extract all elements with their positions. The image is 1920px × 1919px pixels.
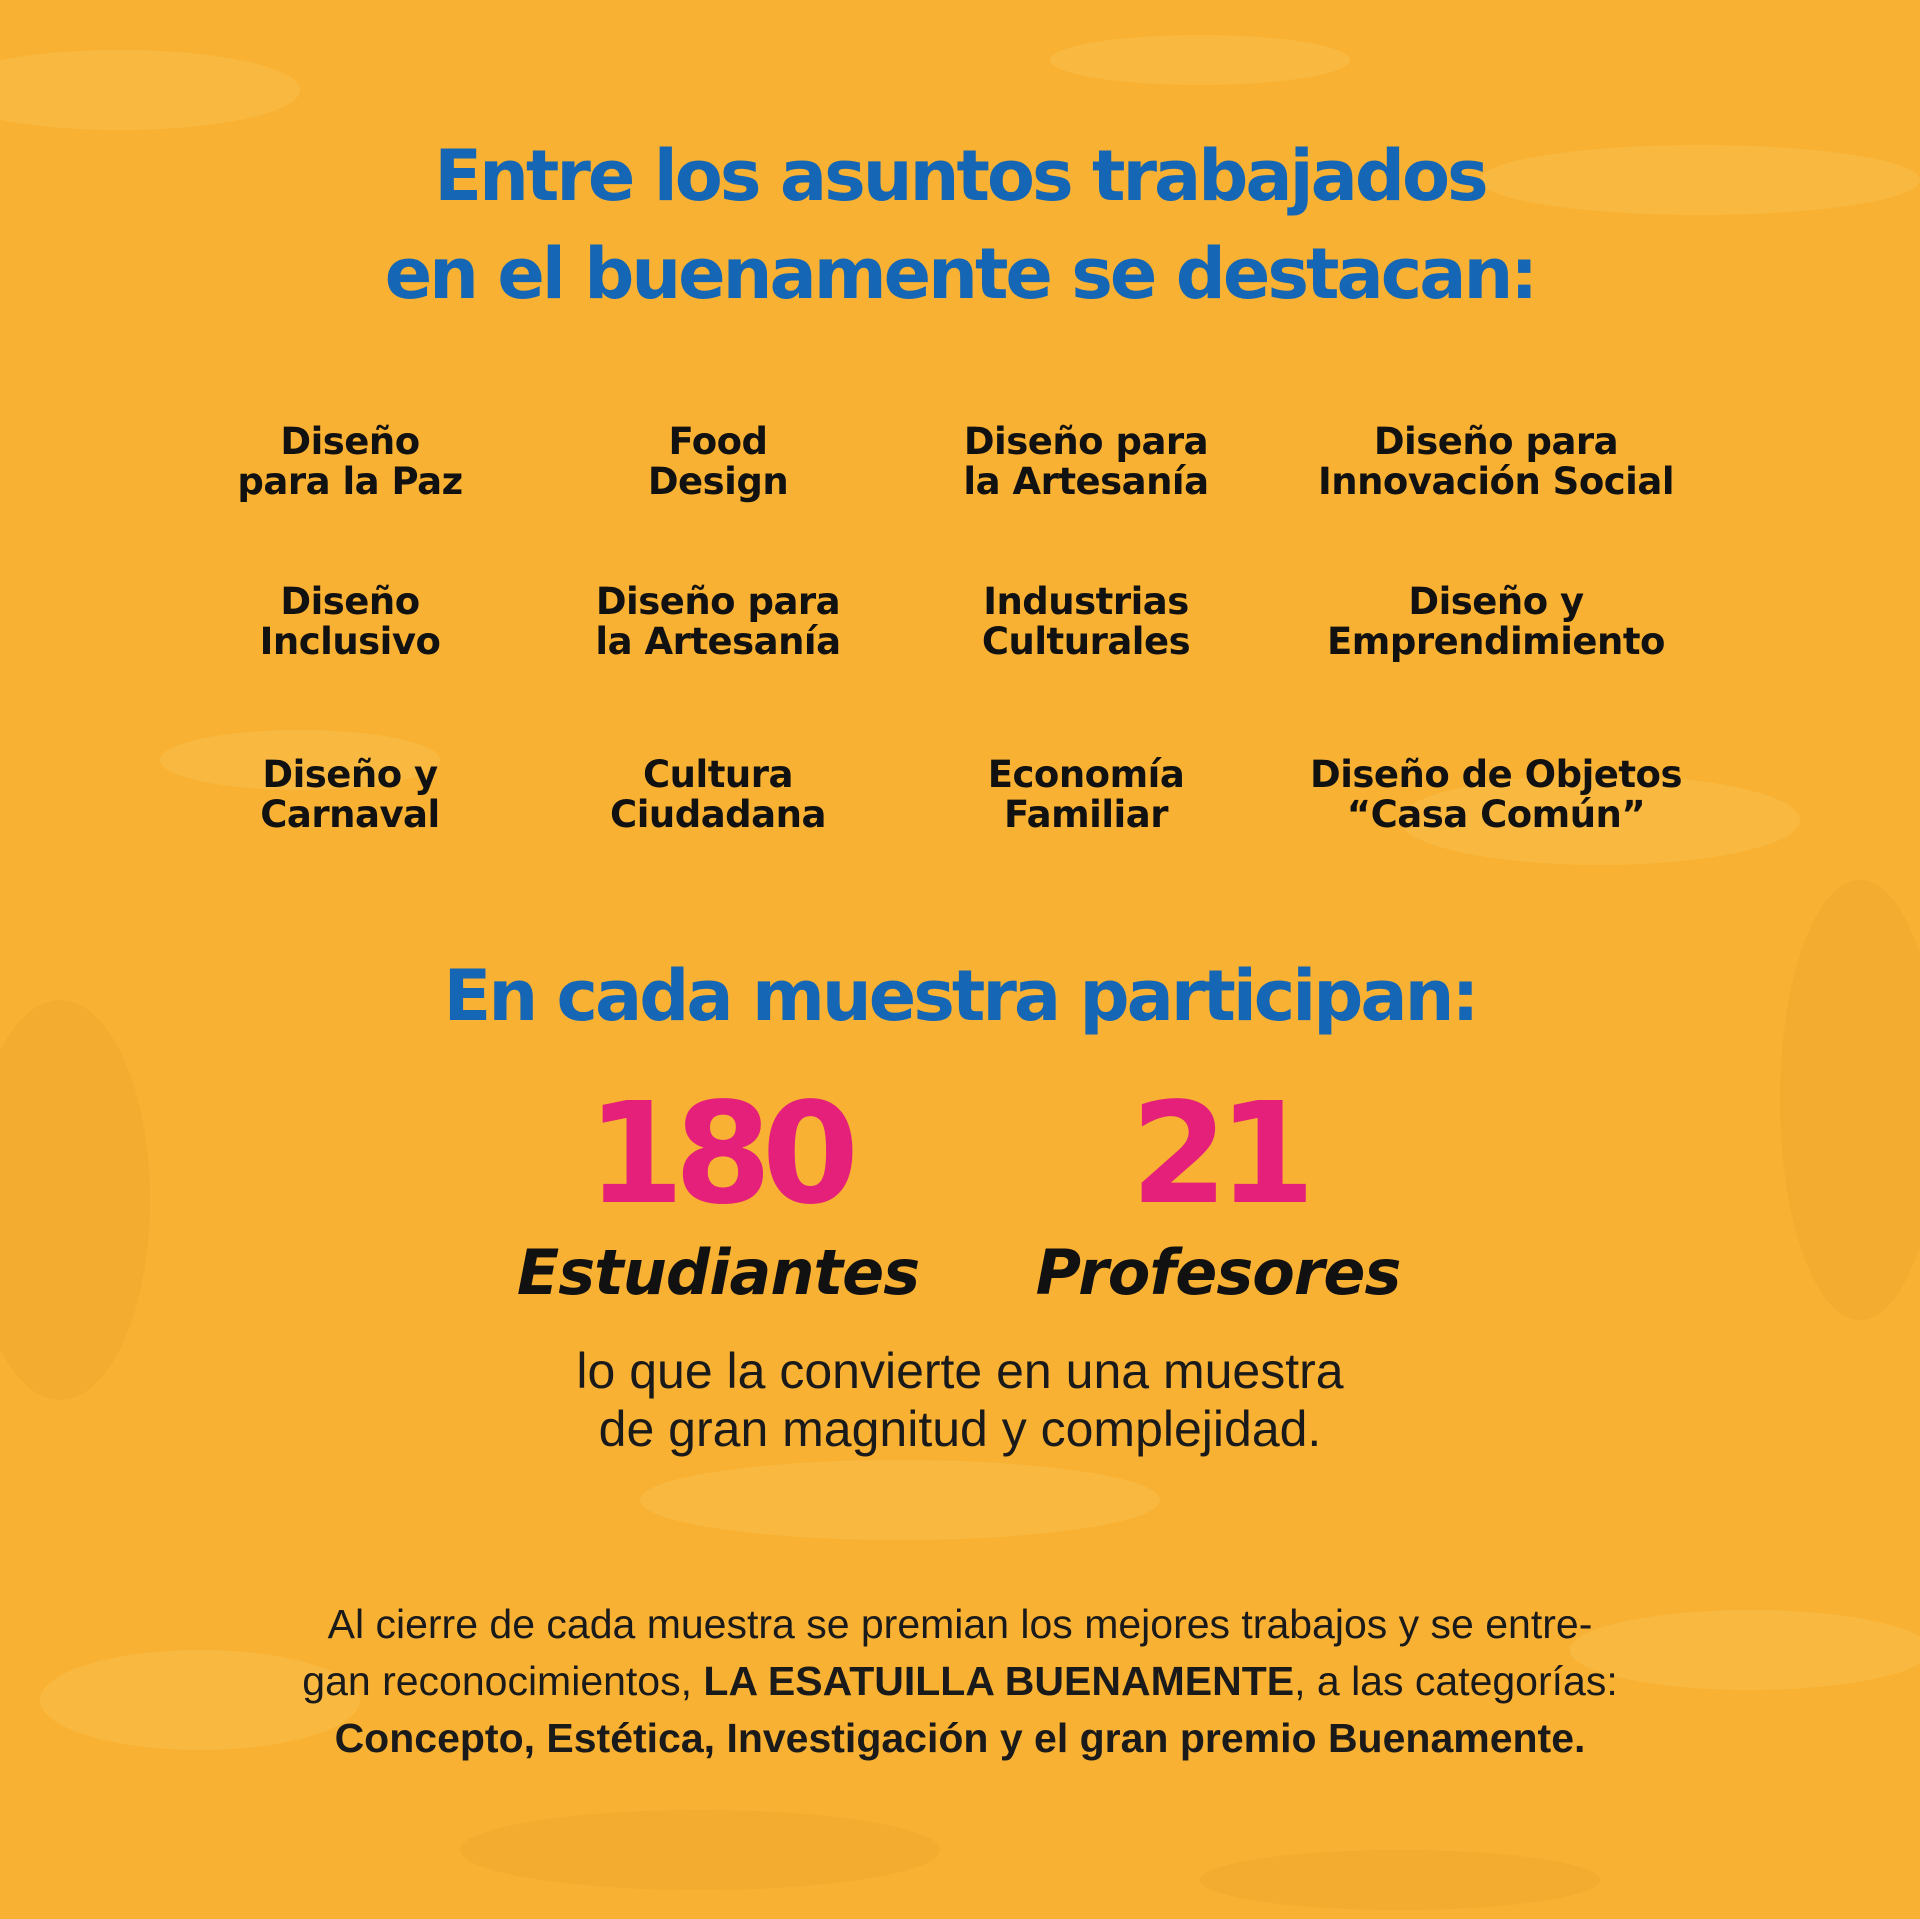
topic-line: Industrias [983,580,1189,623]
topic-food-design [508,422,928,502]
topic-diseno-para-la-artesania-2 [508,582,928,662]
topic-line: Innovación Social [1317,460,1675,503]
topic-line: para la Paz [237,460,463,503]
topic-line: Culturales [981,620,1191,663]
topic-diseno-y-carnaval [140,755,560,835]
title-line-1: Entre los asuntos trabajados [434,135,1486,217]
topic-line: Diseño [280,420,420,463]
participants-heading: En cada muestra participan: [443,955,1477,1037]
topic-line: Food [668,420,768,463]
topic-line: Diseño para [595,580,841,623]
summary-text [0,1342,1920,1458]
professors-label: Profesores [1035,1236,1401,1309]
footer-line-2-suffix: , a las categorías: [1294,1658,1618,1704]
topic-diseno-y-emprendimiento [1286,582,1706,662]
students-count: 180 [586,1073,850,1236]
footer-line-1: Al cierre de cada muestra se premian los mejores trabajos y se entre- [327,1601,1593,1647]
topic-line: Diseño para [963,420,1209,463]
footer-line-2 [0,1653,1920,1710]
topic-line: Diseño [280,580,420,623]
topic-diseno-para-la-paz [140,422,560,502]
topic-line: Inclusivo [259,620,441,663]
topic-line: Carnaval [260,793,440,836]
topic-line: Familiar [1004,793,1168,836]
topic-diseno-para-la-artesania [876,422,1296,502]
topic-line: Cultura [643,753,793,796]
topic-line: Diseño para [1373,420,1619,463]
topic-line: la Artesanía [595,620,841,663]
topic-line: Diseño y [1408,580,1584,623]
topic-cultura-ciudadana [508,755,928,835]
topic-line: Ciudadana [610,793,826,836]
topic-line: Economía [987,753,1185,796]
topic-line: la Artesanía [963,460,1209,503]
topic-diseno-para-innovacion-social [1286,422,1706,502]
topic-line: Emprendimiento [1327,620,1665,663]
topic-line: “Casa Común” [1346,793,1646,836]
topic-line: Diseño y [262,753,438,796]
topic-economia-familiar [876,755,1296,835]
professors-count: 21 [1130,1073,1306,1236]
topic-diseno-inclusivo [140,582,560,662]
title-line-2: en el buenamente se destacan: [384,233,1536,315]
students-label: Estudiantes [516,1236,920,1309]
summary-line: de gran magnitud y complejidad. [598,1401,1322,1457]
award-categories: Concepto, Estética, Investigación y el gran premio Buenamente. [334,1715,1586,1761]
topic-diseno-de-objetos-casa-comun [1286,755,1706,835]
footer-text [0,1596,1920,1767]
footer-line-2-prefix: gan reconocimientos, [302,1658,704,1704]
topic-line: Design [647,460,789,503]
summary-line: lo que la convierte en una muestra [576,1343,1344,1399]
award-name: LA ESATUILLA BUENAMENTE [703,1658,1295,1704]
topic-industrias-culturales [876,582,1296,662]
topic-line: Diseño de Objetos [1310,753,1682,796]
